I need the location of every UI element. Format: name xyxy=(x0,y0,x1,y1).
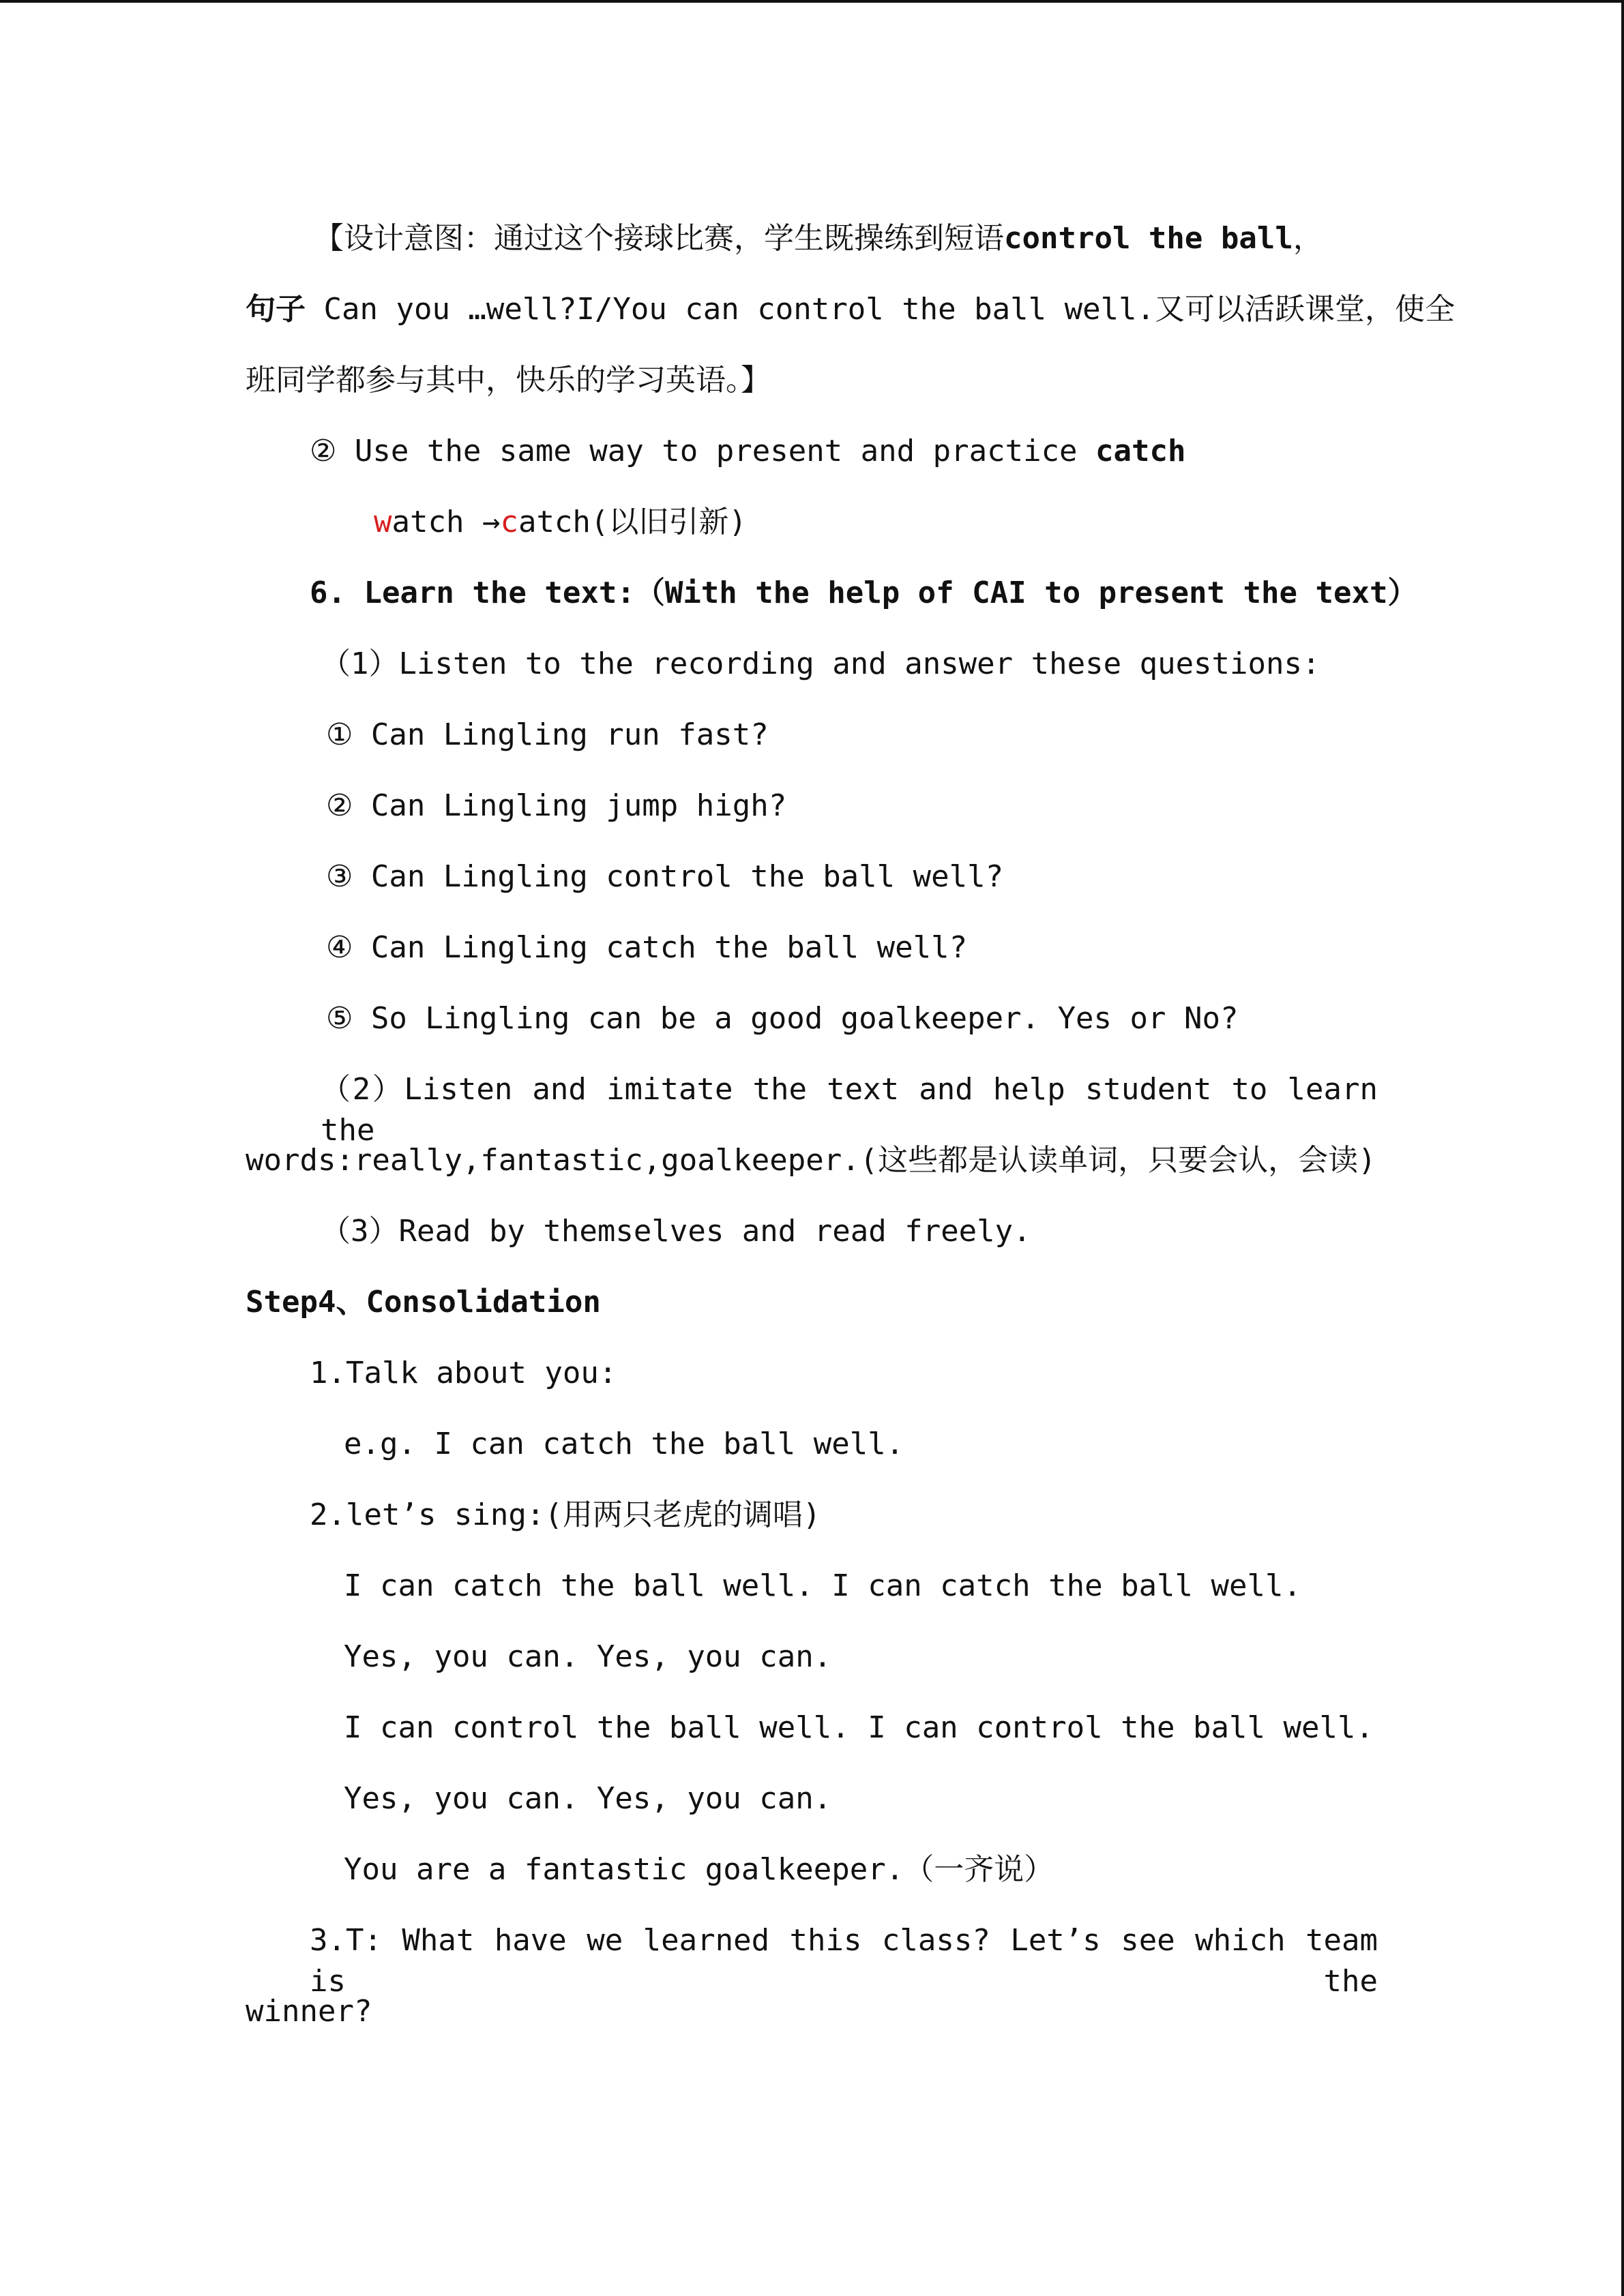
question-1: ① Can Lingling run fast? xyxy=(326,717,769,752)
step4-heading: Step4、Consolidation xyxy=(246,1285,601,1320)
song-line-1: I can catch the ball well. I can catch the ball well. xyxy=(344,1568,1301,1603)
phrase-control-the-ball: control the ball xyxy=(1004,221,1293,256)
design-intent-line-2: 句子 Can you …well?I/You can control the ball well.又可以活跃课堂，使全 xyxy=(246,292,1456,327)
present-catch-line: ② Use the same way to present and practice catch xyxy=(310,434,1186,468)
word-catch: catch xyxy=(1095,434,1186,468)
page-border-right xyxy=(1621,0,1624,2296)
song-line-2: Yes, you can. Yes, you can. xyxy=(344,1639,832,1674)
review-line-1: 3.T: What have we learned this class? Let’s see which team is the xyxy=(310,1923,1378,1999)
talk-example: e.g. I can catch the ball well. xyxy=(344,1427,904,1461)
review-line-2: winner? xyxy=(246,1994,372,2029)
learn-text-heading: 6. Learn the text:（With the help of CAI to present the text） xyxy=(310,576,1418,610)
listen-intro: （1）Listen to the recording and answer these questions: xyxy=(321,646,1320,681)
letter-c: c xyxy=(500,505,518,539)
label-sentence: 句子 xyxy=(246,292,306,327)
talk-about-you: 1.Talk about you: xyxy=(310,1356,617,1390)
imitate-line-2: words:really,fantastic,goalkeeper.(这些都是认读单词，只要会认，会读) xyxy=(246,1143,1376,1178)
song-line-5: You are a fantastic goalkeeper.（一齐说） xyxy=(344,1852,1054,1887)
lets-sing: 2.let’s sing:(用两只老虎的调唱) xyxy=(310,1497,821,1532)
imitate-line-1: （2）Listen and imitate the text and help student to learn the xyxy=(321,1072,1378,1148)
design-intent-line-1: 【设计意图：通过这个接球比赛，学生既操练到短语control the ball， xyxy=(314,221,1323,256)
letter-w: w xyxy=(374,505,392,539)
question-5: ⑤ So Lingling can be a good goalkeeper. Yes or No? xyxy=(326,1001,1239,1036)
song-line-3: I can control the ball well. I can control the ball well. xyxy=(344,1710,1374,1745)
question-3: ③ Can Lingling control the ball well? xyxy=(326,859,1004,894)
question-4: ④ Can Lingling catch the ball well? xyxy=(326,930,968,965)
watch-catch-line: watch →catch(以旧引新) xyxy=(374,505,747,539)
song-line-4: Yes, you can. Yes, you can. xyxy=(344,1781,832,1816)
page-border-top xyxy=(0,0,1624,3)
read-freely: （3）Read by themselves and read freely. xyxy=(321,1214,1031,1249)
design-intent-line-3: 班同学都参与其中，快乐的学习英语。】 xyxy=(246,363,771,398)
question-2: ② Can Lingling jump high? xyxy=(326,788,787,823)
